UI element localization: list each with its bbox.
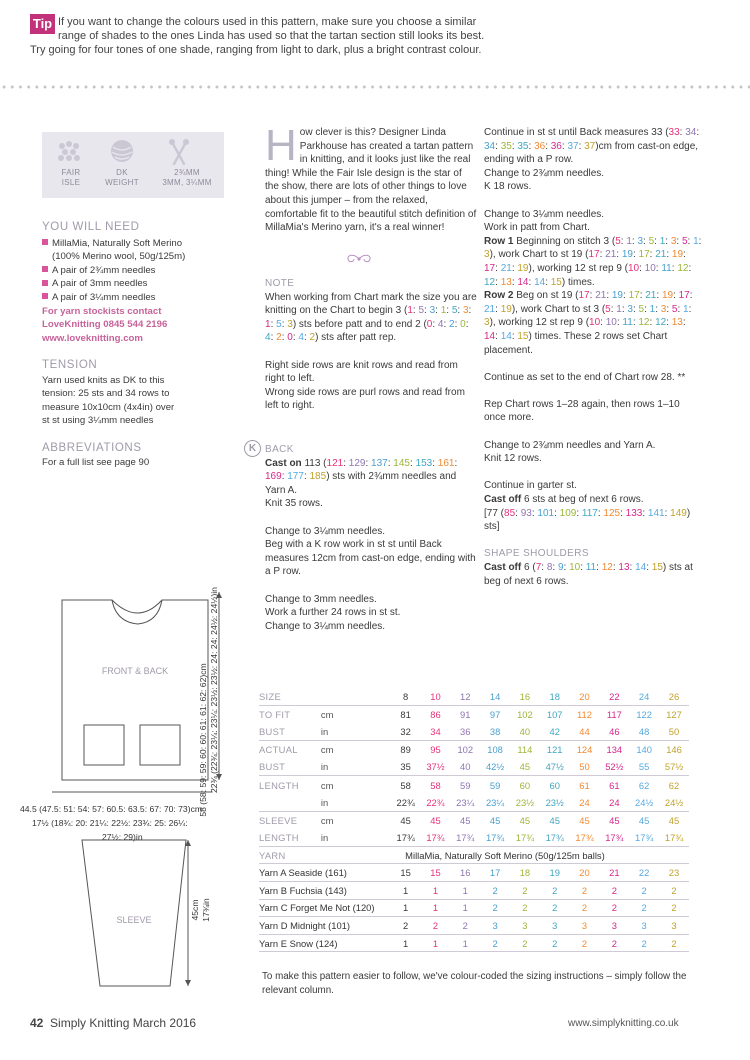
table-cell: 1	[450, 899, 480, 917]
table-cell: 95	[430, 744, 441, 756]
back-heading: BACK	[265, 444, 294, 455]
intro-text: ow clever is this? Designer Linda Parkhouse has created a tartan pattern in knitting, and it looks just like the real thing! While the Fair Isle design is the star of the show, there are lots of other things to love about this jumper – from the relaxed, comfortable fit to the beautiful stitch definition of MillaMia's Merino yarn, it's a real winner!	[265, 127, 477, 234]
table-cell: 89	[400, 744, 411, 756]
table-cell: 42½	[480, 758, 510, 776]
table-cell: 3	[510, 917, 540, 935]
table-cell: 2	[450, 917, 480, 935]
stockists-line-1: For yarn stockists contact	[42, 305, 162, 317]
tension-line: tension: 25 sts and 34 rows to	[42, 388, 170, 400]
table-cell: 37½	[421, 758, 451, 776]
table-cell: 102	[517, 709, 533, 721]
table-cell: 24	[570, 794, 600, 812]
table-cell: 1	[421, 882, 451, 900]
table-cell: 2	[480, 899, 510, 917]
sleeve-in-label: 17¾in	[201, 898, 211, 922]
work-pattern: Work in patt from Chart.	[484, 222, 590, 234]
shoulders-instruction: Cast off 6 (7: 8: 9: 10: 11: 12: 13: 14: 15) sts at beg of next 6 rows.	[484, 562, 693, 587]
table-cell: 17¾	[510, 829, 540, 847]
info-caption-fairisle: FAIR ISLE	[61, 168, 81, 187]
table-cell: 81	[400, 709, 411, 721]
table-cell: 2	[510, 934, 540, 952]
table-cell: 22¾	[421, 794, 451, 812]
table-cell: 50	[570, 758, 600, 776]
table-cell: 26	[659, 688, 689, 706]
table-cell: 15	[391, 864, 421, 882]
back-section	[265, 443, 477, 633]
table-cell: 48	[629, 723, 659, 741]
continue-paragraph: Continue in st st until Back measures 33 (33: 34: 34: 35: 35: 36: 36: 37: 37)cm from cast-on edge, ending with a P row. Change to 2¾mm needles. K 18 rows.	[484, 127, 700, 193]
size-table	[259, 688, 689, 952]
note-paragraph: When working from Chart mark the size you are knitting on the Chart to begin 3 (1: 5: 3: 1: 5: 3: 1: 5: 3) sts before patt and to end 2 (0: 4: 2: 0: 4: 2: 0: 4: 2) sts after patt rep.	[265, 291, 477, 344]
table-cell: 23½	[510, 794, 540, 812]
table-cell: 19	[540, 864, 570, 882]
table-cell: 23¼	[480, 794, 510, 812]
table-cell: 3	[599, 917, 629, 935]
table-cell: 121	[546, 744, 563, 756]
table-cell: 2	[480, 882, 510, 900]
table-row: LENGTH cm 58 58 59 59 60 60 61 61 62 62	[259, 776, 689, 794]
table-cell: 45	[430, 814, 441, 826]
front-back-label: FRONT & BACK	[101, 666, 169, 676]
table-cell: 58	[400, 779, 411, 791]
table-cell: 2	[659, 934, 689, 952]
table-cell: 45	[460, 814, 471, 826]
repeat-chart: Rep Chart rows 1–28 again, then rows 1–10 once more.	[484, 398, 680, 424]
table-row: SIZE 8 10 12 14 16 18 20 22 24 26	[259, 688, 689, 706]
table-cell: 36	[450, 723, 480, 741]
requirements-list	[42, 237, 242, 305]
cast-on-paragraph: Cast on 113 (121: 129: 137: 145: 153: 161: 169: 177: 185) sts with 2¾mm needles and Yarn A.	[265, 457, 458, 496]
table-cell: 17¾	[570, 829, 600, 847]
table-cell: 22	[629, 864, 659, 882]
length-in-label: 22¾ (22¾: 23¼: 23¼: 23½: 23½: 24: 24: 24½: 24½)in	[209, 587, 219, 793]
tension-section	[42, 359, 242, 428]
table-cell: 114	[517, 744, 533, 756]
table-cell: 59	[460, 779, 471, 791]
table-row: BUST in 35 37½ 40 42½ 45 47½ 50 52½ 55 57½	[259, 758, 689, 776]
table-cell: 23½	[540, 794, 570, 812]
table-cell: 22¾	[391, 794, 421, 812]
row-1-instruction: Row 1 Beginning on stitch 3 (5: 1: 3: 5: 1: 3: 5: 1: 3), work Chart to st 19 (17: 21: 19: 17: 21: 19: 17: 21: 19), working 12 st rep 9 (10: 10: 11: 12: 12: 13: 14: 14: 15) times.	[484, 235, 702, 288]
row-2-instruction: Row 2 Beg on st 19 (17: 21: 19: 17: 21: 19: 17: 21: 19), work Chart to st 3 (5: 1: 3: 5: 1: 3: 5: 1: 3), working 12 st rep 9 (10: 10: 11: 12: 12: 13: 14: 14: 15) times. These 2 rows set Chart placement.	[484, 290, 693, 356]
table-cell: 44	[570, 723, 600, 741]
table-cell: 40	[510, 723, 540, 741]
table-row: Yarn D Midnight (101) 2 2 2 3 3 3 3 3 3 3	[259, 917, 689, 935]
you-will-need-section	[42, 221, 242, 345]
info-caption-needles: 2¾MM 3MM, 3¼MM	[162, 168, 212, 187]
table-cell: 1	[450, 882, 480, 900]
tension-line: st st using 3¼mm needles	[42, 415, 154, 427]
table-cell: 2	[599, 934, 629, 952]
table-cell: 22	[599, 688, 629, 706]
table-cell: 17	[480, 864, 510, 882]
table-cell: 60	[519, 779, 531, 791]
tension-line: measure 10x10cm (4x4in) over	[42, 401, 175, 413]
table-cell: 122	[636, 709, 652, 721]
garment-schematic	[20, 540, 250, 1000]
stockists-phone: LoveKnitting 0845 544 2196	[42, 319, 168, 331]
table-cell: 112	[577, 709, 592, 721]
table-cell: 2	[599, 882, 629, 900]
note-rightside: Right side rows are knit rows and read from right to left.	[265, 359, 458, 385]
table-cell: 1	[391, 934, 421, 952]
table-cell: 2	[480, 934, 510, 952]
table-cell: 17¾	[450, 829, 480, 847]
table-cell: 24	[629, 688, 659, 706]
table-cell: 17¾	[629, 829, 659, 847]
table-cell: 2	[421, 917, 451, 935]
cast-off-instruction: Cast off 6 sts at beg of next 6 rows.	[484, 494, 644, 506]
table-row: SLEEVE cm 45 45 45 45 45 45 45 45 45 45	[259, 811, 689, 829]
table-cell: 12	[450, 688, 480, 706]
table-cell: 24½	[659, 794, 689, 812]
table-cell: 18	[510, 864, 540, 882]
pattern-info-box	[42, 132, 224, 198]
table-cell: 42	[540, 723, 570, 741]
table-cell: 2	[510, 899, 540, 917]
table-cell: 45	[638, 814, 650, 826]
list-item: A pair of 3mm needles	[42, 277, 242, 291]
table-cell: 62	[668, 779, 680, 791]
table-cell: 3	[570, 917, 600, 935]
table-cell: 60	[549, 779, 560, 791]
table-cell: 3	[629, 917, 659, 935]
tip-line-1: If you want to change the colours used in this pattern, make sure you choose a similar	[58, 16, 477, 28]
table-cell: 107	[546, 709, 563, 721]
ornament-icon	[344, 253, 374, 265]
table-cell: 91	[460, 709, 471, 721]
table-cell: 2	[391, 917, 421, 935]
table-row: LENGTH in 17¾ 17¾ 17¾ 17¾ 17¾ 17¾ 17¾ 17¾ 17¾ 17¾	[259, 829, 689, 847]
table-cell: 15	[421, 864, 451, 882]
table-cell: 17¾	[599, 829, 629, 847]
table-cell: 47½	[540, 758, 570, 776]
stitch-count: [77 (85: 93: 101: 109: 117: 125: 133: 141: 149) sts]	[484, 507, 691, 533]
width-cm-label: 44.5 (47.5: 51: 54: 57: 60.5: 63.5: 67: 70: 73)cm	[20, 804, 203, 814]
abbreviations-text: For a full list see page 90	[42, 456, 150, 468]
table-cell: 1	[391, 882, 421, 900]
collar-outline	[112, 600, 162, 624]
table-cell: 2	[510, 882, 540, 900]
knit-35-rows: Knit 35 rows.	[265, 498, 323, 510]
table-row: Yarn B Fuchsia (143) 1 1 1 2 2 2 2 2 2 2	[259, 882, 689, 900]
instructions-column	[484, 126, 702, 588]
table-cell: 2	[540, 899, 570, 917]
table-cell: 45	[519, 814, 531, 826]
table-cell: 18	[540, 688, 570, 706]
table-cell: 124	[576, 744, 593, 756]
right-pocket	[140, 725, 180, 765]
info-caption-weight: DK WEIGHT	[105, 168, 139, 187]
table-cell: 57½	[659, 758, 689, 776]
table-cell: 1	[421, 899, 451, 917]
footer-left	[30, 1016, 196, 1030]
knit-badge: K	[244, 440, 261, 457]
table-cell: 23¼	[450, 794, 480, 812]
width-in-label-2: 27½: 29)in	[102, 832, 143, 842]
list-item: (100% Merino wool, 50g/125m)	[52, 251, 186, 263]
table-cell: 38	[480, 723, 510, 741]
table-cell: 17¾	[421, 829, 451, 847]
table-cell: 17¾	[391, 829, 421, 847]
table-cell: 2	[659, 882, 689, 900]
abbreviations-heading: ABBREVIATIONS	[42, 442, 142, 454]
table-cell: 117	[606, 709, 622, 721]
width-in-label-1: 17½ (18¾: 20: 21¼: 22½: 23¾: 25: 26¼:	[32, 818, 188, 828]
table-cell: 52½	[599, 758, 629, 776]
table-cell: 3	[540, 917, 570, 935]
table-cell: 1	[450, 934, 480, 952]
st-st-paragraph: Beg with a K row work in st st until Back measures 12cm from cast-on edge, ending with a P row.	[265, 539, 476, 578]
table-cell: 2	[570, 899, 600, 917]
table-cell: 35	[391, 758, 421, 776]
table-cell: 45	[579, 814, 590, 826]
table-cell: 23	[659, 864, 689, 882]
table-cell: 2	[540, 882, 570, 900]
table-cell: 55	[629, 758, 659, 776]
table-cell: 62	[638, 779, 650, 791]
table-cell: 45	[609, 814, 620, 826]
table-cell: 140	[636, 744, 652, 756]
list-item: A pair of 3¼mm needles	[42, 291, 242, 305]
table-cell: 14	[480, 688, 510, 706]
table-row: Yarn C Forget Me Not (120) 1 1 1 2 2 2 2 2 2 2	[259, 899, 689, 917]
list-item: MillaMia, Naturally Soft Merino	[42, 237, 242, 251]
table-cell: 102	[457, 744, 474, 756]
yarn-ball-icon	[56, 138, 84, 171]
sleeve-outline	[82, 840, 186, 986]
table-cell: 61	[579, 779, 590, 791]
table-cell: 2	[570, 882, 600, 900]
intro-section	[265, 121, 477, 235]
table-cell: 59	[489, 779, 501, 791]
you-will-need-heading: YOU WILL NEED	[42, 221, 140, 233]
table-cell: 45	[489, 814, 501, 826]
table-cell: 50	[659, 723, 689, 741]
table-cell: 108	[487, 744, 503, 756]
table-row: Yarn E Snow (124) 1 1 1 2 2 2 2 2 2 2	[259, 934, 689, 952]
table-cell: 17¾	[540, 829, 570, 847]
table-cell: 20	[570, 864, 600, 882]
table-cell: 21	[599, 864, 629, 882]
table-cell: 20	[570, 688, 600, 706]
table-cell: 24½	[629, 794, 659, 812]
table-cell: 86	[430, 709, 441, 721]
table-row: ACTUAL cm 89 95 102 108 114 121 124 134 140 146	[259, 741, 689, 759]
garter-st: Continue in garter st.	[484, 480, 577, 492]
tip-badge: Tip	[30, 14, 55, 34]
shape-shoulders-heading: SHAPE SHOULDERS	[484, 548, 589, 560]
table-cell: 2	[540, 934, 570, 952]
table-row: TO FIT cm 81 86 91 97 102 107 112 117 122 127	[259, 706, 689, 724]
table-cell: 8	[391, 688, 421, 706]
list-item: A pair of 2¾mm needles	[42, 264, 242, 278]
table-cell: 40	[450, 758, 480, 776]
tip-line-3: Try going for four tones of one shade, ranging from light to dark, plus a bright contrast colour.	[30, 44, 482, 56]
table-cell: 45	[549, 814, 560, 826]
table-cell: 61	[609, 779, 620, 791]
table-cell: 2	[599, 899, 629, 917]
knit-12-rows: Knit 12 rows.	[484, 453, 542, 465]
table-cell: 24	[599, 794, 629, 812]
magazine-name: Simply Knitting March 2016	[50, 1016, 197, 1030]
table-cell: 45	[510, 758, 540, 776]
table-cell: 16	[510, 688, 540, 706]
table-cell: 134	[606, 744, 623, 756]
continue-to-end: Continue as set to the end of Chart row 28. **	[484, 371, 686, 383]
table-cell: 2	[629, 899, 659, 917]
table-cell: 2	[659, 899, 689, 917]
note-wrongside: Wrong side rows are purl rows and read from left to right.	[265, 386, 465, 412]
table-cell: 3	[659, 917, 689, 935]
sleeve-cm-label: 45cm	[190, 899, 200, 921]
change-needles: Change to 3¼mm needles.	[265, 525, 386, 537]
table-cell: 146	[666, 744, 682, 756]
change-needles: Change to 3¼mm needles.	[484, 208, 605, 220]
note-heading: NOTE	[265, 278, 295, 289]
left-pocket	[84, 725, 124, 765]
table-cell: 1	[421, 934, 451, 952]
tension-line: Yarn used knits as DK to this	[42, 374, 165, 386]
table-cell: 34	[421, 723, 451, 741]
footer-url[interactable]: www.simplyknitting.co.uk	[568, 1018, 679, 1029]
stockists-url[interactable]: www.loveknitting.com	[42, 332, 143, 344]
change-needles: Change to 3mm needles.	[265, 593, 377, 605]
table-cell: 2	[629, 882, 659, 900]
table-cell: 127	[666, 709, 682, 721]
table-cell: 45	[400, 814, 411, 826]
needles-icon	[166, 138, 192, 171]
further-rows: Work a further 24 rows in st st.	[265, 607, 401, 619]
table-cell: 32	[391, 723, 421, 741]
table-row: Yarn A Seaside (161) 15 15 16 17 18 19 20 21 22 23	[259, 864, 689, 882]
table-cell: 2	[570, 934, 600, 952]
table-row: YARN MillaMia, Naturally Soft Merino (50g/125m balls)	[259, 846, 689, 864]
table-cell: 58	[430, 779, 441, 791]
yarn-weight-icon	[109, 138, 135, 169]
length-cm-label: 58 (58: 59: 59: 60: 60: 61: 61: 62: 62)cm	[198, 663, 208, 817]
table-row: in 22¾ 22¾ 23¼ 23¼ 23½ 23½ 24 24 24½ 24½	[259, 794, 689, 812]
colour-coding-note: To make this pattern easier to follow, we've colour-coded the sizing instructions – simply follow the relevant column.	[262, 971, 687, 996]
change-needles: Change to 3¼mm needles.	[265, 620, 386, 632]
table-cell: 17¾	[480, 829, 510, 847]
drop-cap: H	[265, 121, 297, 170]
table-cell: 16	[450, 864, 480, 882]
table-cell: 10	[421, 688, 451, 706]
abbreviations-section	[42, 442, 242, 469]
table-row: BUST in 32 34 36 38 40 42 44 46 48 50	[259, 723, 689, 741]
table-cell: 2	[629, 934, 659, 952]
table-cell: 17¾	[659, 829, 689, 847]
table-cell: 45	[668, 814, 680, 826]
page-number: 42	[30, 1016, 44, 1030]
change-needles: Change to 2¾mm needles and Yarn A.	[484, 439, 656, 451]
table-cell: 1	[391, 899, 421, 917]
table-cell: 97	[489, 709, 501, 721]
tension-heading: TENSION	[42, 359, 98, 371]
dotted-divider	[0, 84, 750, 90]
table-cell: 3	[480, 917, 510, 935]
table-cell: 46	[599, 723, 629, 741]
tip-line-2: range of shades to the ones Linda has used so that the tartan section still looks its best.	[58, 30, 485, 42]
note-section	[265, 277, 477, 413]
sleeve-label: SLEEVE	[116, 915, 152, 925]
